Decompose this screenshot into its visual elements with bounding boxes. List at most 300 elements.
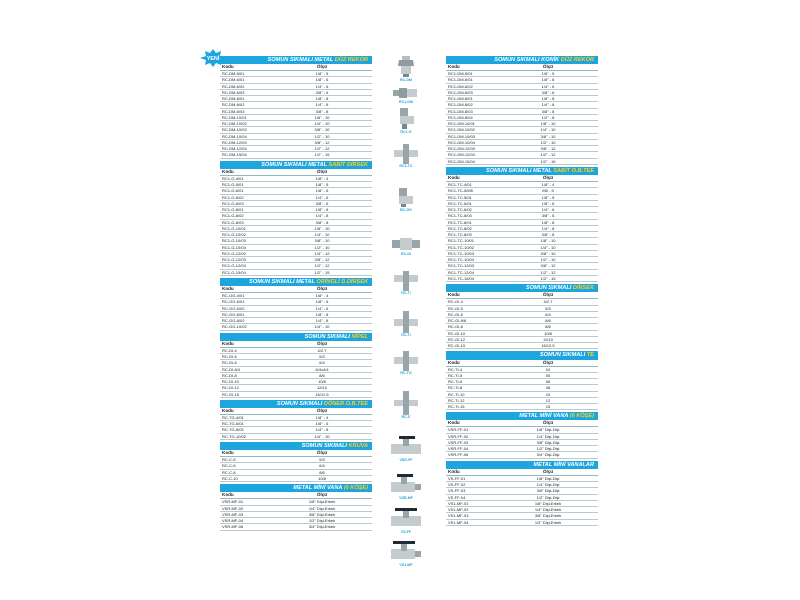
- tee-image: [380, 311, 432, 337]
- mini-valve-ff-image: [380, 508, 432, 534]
- product-code: RC1-G-10/02: [222, 232, 246, 238]
- product-code: RC-TI-6: [448, 379, 463, 384]
- product-code: RC-C-10: [222, 475, 238, 481]
- product-size: 1/8" - 8: [315, 207, 329, 213]
- section-highlight: DÜZ REKOR: [334, 57, 368, 63]
- product-size: 1/4" Dişi-Dişi: [536, 433, 560, 439]
- product-code: RC1-TC-15/04: [448, 275, 475, 281]
- product-size: 1/4" Dişi-Erkek: [308, 505, 336, 511]
- product-size: 1/2" - 12: [540, 152, 556, 158]
- section-highlight: (6 KÖŞE): [343, 485, 368, 492]
- product-code: VSR-MF-04: [222, 518, 244, 524]
- product-size: 3/8" - 8: [315, 108, 329, 114]
- product-code: RC-DI-6/4: [222, 366, 241, 372]
- product-size: 1/2" - 15: [540, 275, 556, 281]
- product-code: RC-C-6: [222, 463, 236, 469]
- product-code: RC1-G-10/01: [222, 225, 246, 231]
- image-caption: RC-GG: [400, 208, 412, 212]
- product-size: 1/4" - 10: [314, 232, 330, 238]
- product-size: 3/8" - 12: [314, 257, 330, 263]
- column-header-code: Kodu: [448, 175, 460, 181]
- section-header: [220, 484, 372, 492]
- product-size: 3/8" Dişi-Dişi: [536, 488, 560, 494]
- product-size: 1/8" - 8: [541, 96, 555, 102]
- image-caption: RC-TI: [401, 291, 411, 295]
- product-size: 1/8" - 5: [315, 71, 329, 77]
- product-code: RC1-G-15/04: [222, 269, 246, 275]
- product-size: 1/8" - 8: [315, 96, 329, 102]
- section-title: SOMUN SIKMALI METAL: [486, 167, 552, 174]
- column-header-size: Ölçü: [316, 450, 328, 456]
- image-caption: RC1-TC: [399, 164, 413, 168]
- product-code: VSR-MF-06: [222, 524, 244, 530]
- product-size: 1/2" Dişi-Dişi: [536, 446, 560, 452]
- column-header-code: Kodu: [222, 340, 234, 346]
- column-header-code: Kodu: [448, 468, 460, 474]
- product-size: 1/2" Dişi-Dişi: [536, 494, 560, 500]
- product-size: 1/4" Dişi-Erkek: [534, 507, 562, 513]
- column-headers: [220, 341, 372, 348]
- product-code: RC1-G-12/03: [222, 257, 246, 263]
- product-code: VS-FF-04: [448, 494, 466, 500]
- image-caption: RC-DM: [400, 78, 412, 82]
- product-size: 1/2" Dişi-Erkek: [308, 518, 336, 524]
- product-size: 1/8" Dişi-Dişi: [536, 475, 560, 481]
- product-code: VS-FF-03: [448, 488, 466, 494]
- product-code: RC1-G-10/04: [222, 244, 246, 250]
- product-size: 1/4" - 10: [314, 433, 330, 439]
- section-header: [446, 351, 598, 359]
- new-badge-text: YENİ: [206, 56, 220, 62]
- product-size: 1/4" - 8: [315, 102, 329, 108]
- product-size: 1/8" - 6: [315, 421, 329, 427]
- product-code: RC-GI-15: [448, 343, 466, 349]
- column-headers: [446, 175, 598, 182]
- image-caption: VS-FF: [400, 530, 412, 534]
- image-caption: RC-TI: [401, 333, 411, 337]
- product-size: 12: [545, 397, 551, 403]
- product-size: 4/2.7: [543, 299, 553, 305]
- section-title: SOMUN SIKMALI METAL: [267, 57, 334, 63]
- product-size: 15/12.5: [541, 343, 555, 349]
- product-code: RC-DM-8/01: [222, 96, 245, 102]
- product-size: 10/8: [318, 475, 326, 481]
- product-size: 6/4x4/4: [315, 366, 329, 372]
- product-size: 3/8" - 10: [314, 127, 330, 133]
- product-size: 10/8: [544, 330, 552, 336]
- image-caption: VSR-FF: [399, 458, 413, 462]
- product-size: 12/10: [316, 385, 327, 391]
- product-code: RC1-TC-4/01: [448, 182, 472, 188]
- column-header-size: Ölçü: [542, 64, 554, 70]
- product-size: 1/8" - 8: [541, 219, 555, 225]
- product-code: RC1-DM-10/03: [448, 133, 475, 139]
- oring-elbow-image: [380, 186, 432, 212]
- product-size: 1/8" - 8: [315, 311, 329, 317]
- product-code: RC1-TC-8/01: [448, 219, 472, 225]
- column-header-size: Ölçü: [542, 420, 554, 426]
- product-size: 8/6: [319, 469, 325, 475]
- section-header: [220, 56, 372, 64]
- product-code: VSR-FF-02: [448, 433, 469, 439]
- product-size: 1/2" - 10: [314, 133, 330, 139]
- product-code: RC-TG-6/01: [222, 421, 244, 427]
- image-caption: RC1-DM: [399, 100, 413, 104]
- product-code: RC1-TC-10/04: [448, 257, 475, 263]
- column-headers: [446, 420, 598, 427]
- section-header: [220, 442, 372, 450]
- product-code: RC1-G-10/03: [222, 238, 246, 244]
- section-header: [220, 333, 372, 341]
- product-size: 3/8" Dişi-Erkek: [534, 513, 562, 519]
- product-size: 10/8: [318, 379, 326, 384]
- section-highlight: ORİNGLİ D.DİRSEK: [316, 278, 368, 285]
- product-code: RC-DI-8: [222, 372, 237, 378]
- column-headers: [446, 292, 598, 299]
- product-size: 1/8" - 6: [315, 188, 329, 194]
- product-code: VSR-FF-03: [448, 439, 469, 445]
- product-size: 1/4" - 8: [541, 102, 555, 108]
- column-headers: [220, 408, 372, 415]
- section-title: SOMUN SIKMALI METAL: [261, 161, 327, 168]
- union-tee-image: [380, 271, 432, 295]
- product-code: RC-DM-10/01: [222, 114, 247, 120]
- product-size: 05: [545, 372, 551, 378]
- product-code: RC1-DM-6/02: [448, 83, 473, 89]
- section-title: SOMUN SIKMALI METAL: [249, 278, 315, 285]
- product-code: RC1-TC-6/02: [448, 207, 472, 213]
- product-code: RC-DM-12/03: [222, 139, 247, 145]
- product-size: 1/4" - 6: [315, 83, 329, 89]
- product-code: RC1-G-6/03: [222, 200, 244, 206]
- section-header: [220, 161, 372, 169]
- column-header-code: Kodu: [222, 407, 234, 413]
- product-size: 3/8" - 10: [314, 238, 330, 244]
- product-code: RC-TG-8/02: [222, 427, 244, 433]
- product-size: 1/8" - 6: [315, 299, 329, 305]
- product-size: 15/12.5: [315, 391, 329, 397]
- product-code: RC-GG-10/02: [222, 324, 247, 330]
- column-header-size: Ölçü: [316, 64, 328, 70]
- product-code: RC1-G-4/01: [222, 175, 244, 181]
- product-size: 6/4: [545, 311, 551, 317]
- product-code: VSR-FF-01: [448, 427, 469, 433]
- product-size: 3/8" - 12: [314, 139, 330, 145]
- right-column: [446, 56, 598, 528]
- product-code: RC-TI-8: [448, 385, 463, 391]
- column-headers: [220, 492, 372, 499]
- product-code: RC-DM-15/04: [222, 152, 247, 158]
- product-size: 1/4" - 8: [315, 427, 329, 433]
- image-caption: RC1-G: [400, 130, 412, 134]
- product-code: VS-FF-01: [448, 475, 466, 481]
- column-header-code: Kodu: [222, 286, 234, 292]
- product-code: RC1-DM-8/04: [448, 114, 473, 120]
- product-size: 1/8" - 4: [315, 175, 329, 181]
- product-size: 1/2" - 8: [541, 114, 555, 120]
- product-size: 1/2" - 10: [540, 257, 556, 263]
- column-header-code: Kodu: [222, 168, 234, 174]
- product-code: RC-GG-8/01: [222, 311, 245, 317]
- section-gap: [220, 531, 372, 533]
- product-code: RC1-TC-5/M5: [448, 188, 473, 194]
- product-code: RC1-DM-6/01: [448, 77, 473, 83]
- product-size: 1/4" - 8: [315, 318, 329, 324]
- product-size: 1/4" - 12: [314, 250, 330, 256]
- product-size: 12/10: [542, 336, 553, 342]
- product-size: 1/4" - 6: [541, 207, 555, 213]
- product-code: RC1-DM-10/04: [448, 139, 475, 145]
- column-header-size: Ölçü: [316, 340, 328, 346]
- column-header-code: Kodu: [222, 450, 234, 456]
- product-size: 1/8" - 6: [541, 200, 555, 206]
- product-code: VS1-MF-01: [448, 500, 469, 506]
- product-code: RC-TG-10/02: [222, 433, 247, 439]
- product-code: RC1-G-5/01: [222, 182, 244, 188]
- section-highlight: DÜZ REKOR: [560, 57, 594, 63]
- product-size: 1/4" - 6: [541, 83, 555, 89]
- product-size: 1/4" - 8: [315, 213, 329, 219]
- product-code: RC1-DM-15/04: [448, 158, 475, 164]
- product-code: RC1-TC-10/01: [448, 238, 475, 244]
- product-code: RC-DM-10/02: [222, 121, 247, 127]
- product-code: RC-GG-6/02: [222, 305, 245, 311]
- product-size: 1/8" - 4: [315, 414, 329, 420]
- product-size: 3/8" - 8: [541, 108, 555, 114]
- product-code: RC1-DM-8/03: [448, 108, 473, 114]
- product-code: VSR-FF-04: [448, 446, 469, 452]
- product-size: 04: [545, 366, 551, 372]
- product-code: RC-DM-6/03: [222, 89, 245, 95]
- product-code: RC1-TC-12/03: [448, 263, 475, 269]
- product-code: RC-TI-12: [448, 397, 465, 403]
- product-code: RC1-DM-6/03: [448, 89, 473, 95]
- product-size: 1/4" - 10: [314, 324, 330, 330]
- product-code: RC1-DM-12/03: [448, 146, 475, 152]
- product-size: 3/8" Dişi-Erkek: [308, 511, 336, 517]
- product-size: 1/8" Dişi-Dişi: [536, 427, 560, 433]
- product-size: 1/8" - 10: [540, 238, 556, 244]
- product-size: 8/6: [545, 318, 551, 324]
- straight-fitting-image: [380, 56, 432, 82]
- elbow-fitting-image: [380, 108, 432, 134]
- product-size: 1/4" - 10: [314, 121, 330, 127]
- section-highlight: DÖNER O.B.TEE: [323, 400, 368, 407]
- image-caption: RC-TG: [400, 371, 412, 375]
- swivel-tee-image: [380, 351, 432, 375]
- product-size: 3/8" - 8: [541, 232, 555, 238]
- product-size: 1/2" Dişi-Erkek: [534, 519, 562, 525]
- section-title: SOMUN SIKMALI: [276, 400, 323, 407]
- product-code: RC1-G-8/02: [222, 213, 244, 219]
- product-code: RC-DM-8/03: [222, 108, 245, 114]
- column-header-size: Ölçü: [542, 359, 554, 365]
- section-highlight: SABİT DİRSEK: [328, 161, 368, 168]
- product-size: 1/4" - 6: [315, 305, 329, 311]
- product-size: 1/8" Dişi-Erkek: [308, 499, 336, 505]
- product-code: RC-DM-10/03: [222, 127, 247, 133]
- product-code: RC-DM-12/04: [222, 146, 247, 152]
- product-code: RC-DM-6/01: [222, 77, 245, 83]
- section-title: METAL MİNİ VANALAR: [533, 461, 594, 468]
- product-code: RC1-DM-5/01: [448, 71, 473, 77]
- image-caption: RC-DI: [401, 252, 411, 256]
- valve-mf-image: [380, 474, 432, 500]
- product-code: RC-TI-15: [448, 404, 465, 409]
- product-size: 3/8" - 12: [540, 263, 556, 269]
- product-code: RC1-DM-10/02: [448, 127, 475, 133]
- product-size: 1/8" - 4: [541, 182, 555, 188]
- section-highlight: TE: [586, 352, 594, 359]
- section-title: SOMUN SIKMALI KONİK: [494, 57, 560, 63]
- product-code: RC1-TC-6/01: [448, 200, 472, 206]
- product-size: 3/8" - 6: [541, 213, 555, 219]
- product-code: RC1-TC-5/01: [448, 194, 472, 200]
- column-header-size: Ölçü: [542, 175, 554, 181]
- section-title: SOMUN SIKMALI: [304, 333, 350, 340]
- product-size: 1/8" - 5: [541, 71, 555, 77]
- product-size: 1/2" - 15: [540, 158, 556, 164]
- product-code: RC-DM-10/04: [222, 133, 247, 139]
- product-size: 8/6: [545, 324, 551, 330]
- product-size: 1/8" - 10: [314, 114, 330, 120]
- product-code: RC-TI-10: [448, 391, 465, 397]
- product-code: RC-GG-4/01: [222, 293, 245, 299]
- column-headers: [446, 64, 598, 71]
- product-size: 1/2" - 15: [314, 152, 330, 158]
- column-headers: [220, 286, 372, 293]
- product-code: RC1-TC-12/04: [448, 269, 475, 275]
- product-code: RC-TI-4: [448, 366, 463, 372]
- product-size: 3/8" - 6: [315, 200, 329, 206]
- product-code: RC-DM-6/02: [222, 83, 245, 89]
- product-code: RC-DM-8/02: [222, 102, 245, 108]
- product-code: RC-GI-6: [448, 311, 463, 317]
- product-code: RC1-TC-8/03: [448, 232, 472, 238]
- product-code: RC-DI-12: [222, 385, 239, 391]
- column-header-size: Ölçü: [316, 407, 328, 413]
- nipple-fitting-image: [380, 236, 432, 256]
- product-size: 3/8" - 10: [540, 250, 556, 256]
- product-size: 3/8" - 6: [315, 89, 329, 95]
- product-size: 3/8" - 6: [541, 89, 555, 95]
- product-size: 1/8" - 5: [541, 194, 555, 200]
- section-header: [446, 412, 598, 420]
- product-size: M5 - 5: [542, 188, 554, 194]
- product-size: 1/8" - 6: [541, 77, 555, 83]
- product-code: RC1-TC-8/02: [448, 225, 472, 231]
- product-size: 1/4" Dişi-Dişi: [536, 482, 560, 488]
- product-code: RC-DI-6: [222, 360, 237, 366]
- mini-valve-mf-image: [380, 541, 432, 567]
- product-code: VS-FF-02: [448, 482, 466, 488]
- product-size: 1/8" - 6: [315, 77, 329, 83]
- product-code: RC1-G-12/04: [222, 263, 246, 269]
- product-size: 1/4" - 10: [540, 244, 556, 250]
- product-code: RC1-G-8/03: [222, 219, 244, 225]
- product-code: VS1-MF-03: [448, 513, 469, 519]
- tee-fitting-image: [380, 144, 432, 168]
- product-code: VSR-FF-06: [448, 452, 469, 458]
- section-highlight: KRUVA: [348, 442, 368, 449]
- product-code: RC1-G-8/01: [222, 207, 244, 213]
- product-code: RC1-DM-8/01: [448, 96, 473, 102]
- section-header: [220, 278, 372, 286]
- image-caption: VS1-MF: [399, 563, 413, 567]
- left-column: [220, 56, 372, 533]
- cross-fitting-image: [380, 391, 432, 419]
- product-size: 1/2" - 10: [314, 244, 330, 250]
- product-size: 3/8" - 12: [540, 146, 556, 152]
- column-header-code: Kodu: [222, 64, 234, 70]
- product-code: RC-DI-5: [222, 354, 237, 359]
- product-size: 6/4: [319, 463, 325, 469]
- product-size: 1/8" - 5: [315, 182, 329, 188]
- column-header-code: Kodu: [448, 292, 460, 298]
- product-size: 3/8" - 8: [315, 219, 329, 225]
- product-size: 5/3: [319, 354, 325, 359]
- product-code: RC1-DM-12/04: [448, 152, 475, 158]
- product-code: RC1-TC-10/03: [448, 250, 475, 256]
- section-highlight: NİPEL: [351, 333, 368, 340]
- product-code: RC1-TC-10/02: [448, 244, 475, 250]
- product-size: 1/8" - 10: [540, 121, 556, 127]
- column-header-size: Ölçü: [542, 468, 554, 474]
- product-size: 1/4" - 6: [315, 194, 329, 200]
- section-title: METAL MİNİ VANA: [293, 485, 343, 492]
- section-title: SOMUN SIKMALI: [301, 442, 347, 449]
- product-code: VSR-MF-02: [222, 505, 244, 511]
- product-code: RC-GI-6/8: [448, 318, 467, 324]
- column-header-code: Kodu: [448, 420, 460, 426]
- product-code: RC-C-8: [222, 469, 236, 475]
- product-size: 1/2" - 12: [314, 146, 330, 152]
- valve-ff-image: [380, 436, 432, 462]
- section-header: [446, 167, 598, 175]
- section-highlight: (6 KÖŞE): [569, 413, 594, 420]
- product-size: 1/2" - 12: [314, 263, 330, 269]
- column-headers: [220, 450, 372, 457]
- product-code: VS1-MF-04: [448, 519, 469, 525]
- product-code: RC1-DM-10/01: [448, 121, 475, 127]
- product-images: [380, 56, 432, 576]
- image-caption: VSR-MF: [399, 496, 413, 500]
- column-headers: [446, 360, 598, 367]
- product-size: 5/3: [319, 457, 325, 463]
- product-code: RC1-TC-6/03: [448, 213, 472, 219]
- product-code: VSR-MF-01: [222, 499, 244, 505]
- section-header: [446, 56, 598, 64]
- section-gap: [446, 526, 598, 528]
- product-size: 08: [545, 385, 551, 391]
- product-code: RC-DM-5/01: [222, 71, 245, 77]
- product-size: 1/8" Dişi-Erkek: [534, 500, 562, 506]
- product-code: VS1-MF-02: [448, 507, 469, 513]
- product-code: RC-GI-12: [448, 336, 466, 342]
- product-code: RC1-G-6/02: [222, 194, 244, 200]
- product-code: RC-GI-5: [448, 305, 463, 311]
- column-header-code: Kodu: [222, 492, 234, 498]
- product-size: 1/2" - 12: [540, 269, 556, 275]
- product-code: RC-DI-4: [222, 347, 237, 353]
- product-code: RC1-DM-8/02: [448, 102, 473, 108]
- section-highlight: DİRSEK: [572, 285, 594, 292]
- conical-fitting-image: [380, 86, 432, 104]
- product-size: 1/4" - 8: [541, 225, 555, 231]
- product-size: 1/2" - 10: [540, 139, 556, 145]
- product-code: RC-GG-6/01: [222, 299, 245, 305]
- product-code: RC-GI-10: [448, 330, 466, 336]
